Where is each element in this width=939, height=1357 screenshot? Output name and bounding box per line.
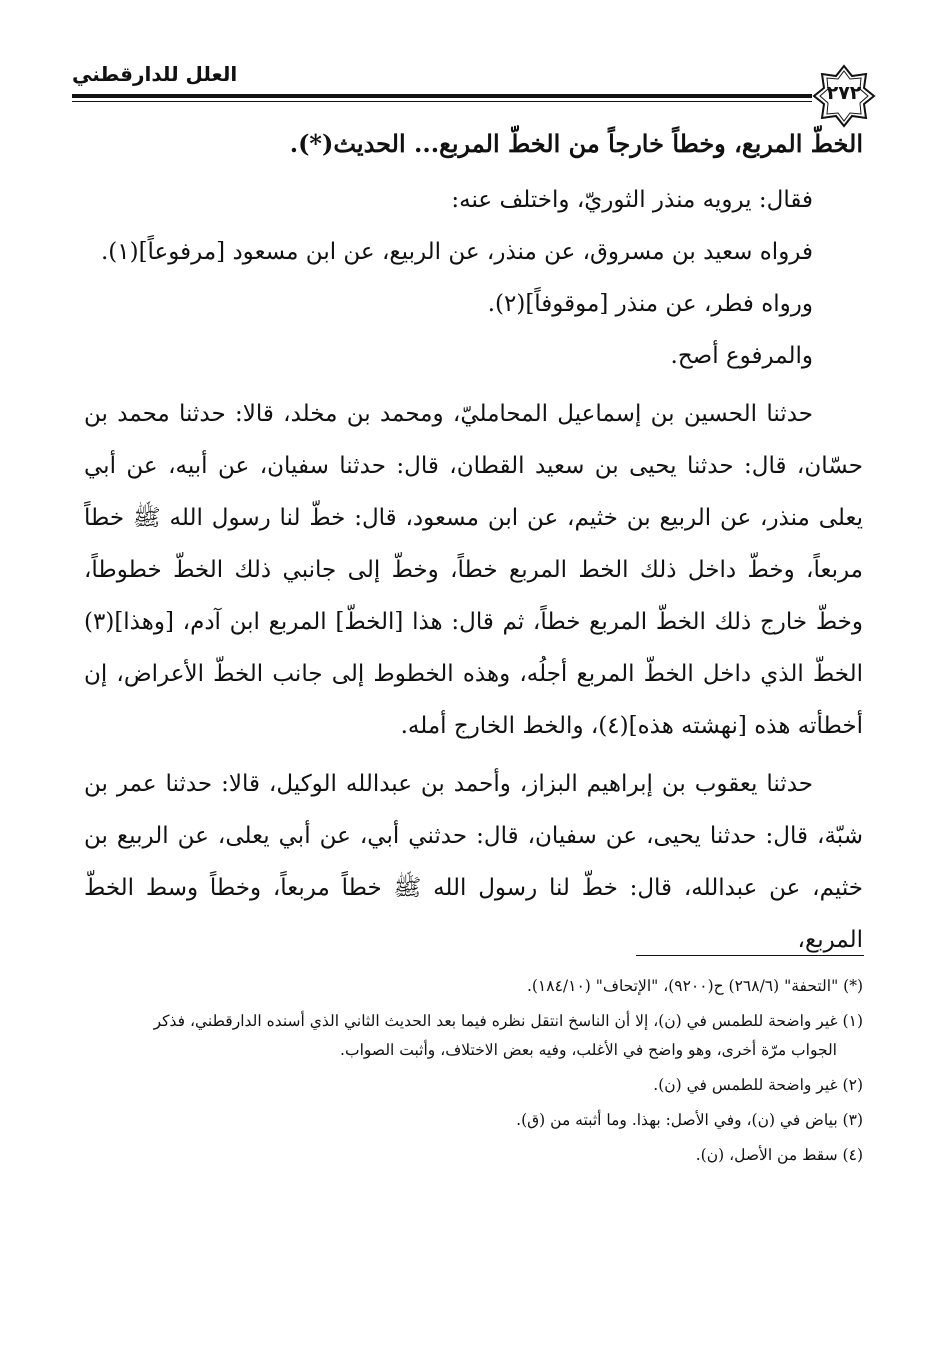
footnote: (*) "التحفة" (٢٦٨/٦) ح(٩٢٠٠)، "الإتحاف" (١٨٤/١٠). [526,977,863,995]
lead-line: الخطّ المربع، وخطاً خارجاً من الخطّ المربع... الحديث(*). [289,129,863,158]
footnote: (٤) سقط من الأصل، (ن). [695,1146,863,1164]
text-line: والمرفوع أصح. [670,343,813,369]
header-rule-thin [72,101,812,102]
footnote: (٣) بياض في (ن)، وفي الأصل: بهذا. وما أثبته من (ق). [516,1111,863,1129]
text-line: ورواه فطر، عن منذر [موقوفاً](٢). [487,291,813,317]
footnotes [84,972,863,1176]
footnote-continuation: الجواب مرّة أخرى، وهو واضح في الأغلب، وفيه بعض الاختلاف، وأثبت الصواب. [340,1041,837,1059]
body-text [84,118,863,966]
footnote: (٢) غير واضحة للطمس في (ن). [653,1076,863,1094]
page-number: ٢٧٢ [826,82,862,104]
footnote: (١) غير واضحة للطمس في (ن)، إلا أن الناسخ انتقل نظره فيما بعد الحديث الثاني الذي أسنده الدارقطني، فذكر [153,1012,863,1030]
footnote-separator [636,955,864,956]
text-line: فرواه سعيد بن مسروق، عن منذر، عن الربيع، عن ابن مسعود [مرفوعاً](١). [100,239,813,265]
paragraph: حدثنا يعقوب بن إبراهيم البزاز، وأحمد بن عبدالله الوكيل، قالا: حدثنا عمر بن شبّة، قال: حدثنا يحيى، عن سفيان، قال: حدثني أبي، عن أبي يعلى، عن الربيع بن خثيم، عن عبدالله، قال: خطّ لنا رسول الله ﷺ خطاً مربعاً، وخطاً وسط الخطّ المربع، [84,771,863,953]
header-rule [72,94,812,98]
text-line: فقال: يرويه منذر الثوريّ، واختلف عنه: [451,187,813,213]
paragraph: حدثنا الحسين بن إسماعيل المحامليّ، ومحمد بن مخلد، قالا: حدثنا محمد بن حسّان، قال: حدثنا يحيى بن سعيد القطان، قال: حدثنا سفيان، عن أبيه، عن أبي يعلى منذر، عن الربيع بن خثيم، عن ابن مسعود، قال: خطّ لنا رسول الله ﷺ خطاً مربعاً، وخطّ داخل ذلك الخط المربع خطاً، وخطّ إلى جانبي ذلك الخطّ خطوطاً، وخطّ خارج ذلك الخطّ المربع خطاً، ثم قال: هذا [الخطّ] المربع ابن آدم، [وهذا](٣) الخطّ الذي داخل الخطّ المربع أجلُه، وهذه الخطوط إلى جانب الخطّ الأعراض، إن أخطأته هذه [نهشته هذه](٤)، والخط الخارج أمله. [84,401,864,739]
running-title: العلل للدارقطني [72,62,238,86]
